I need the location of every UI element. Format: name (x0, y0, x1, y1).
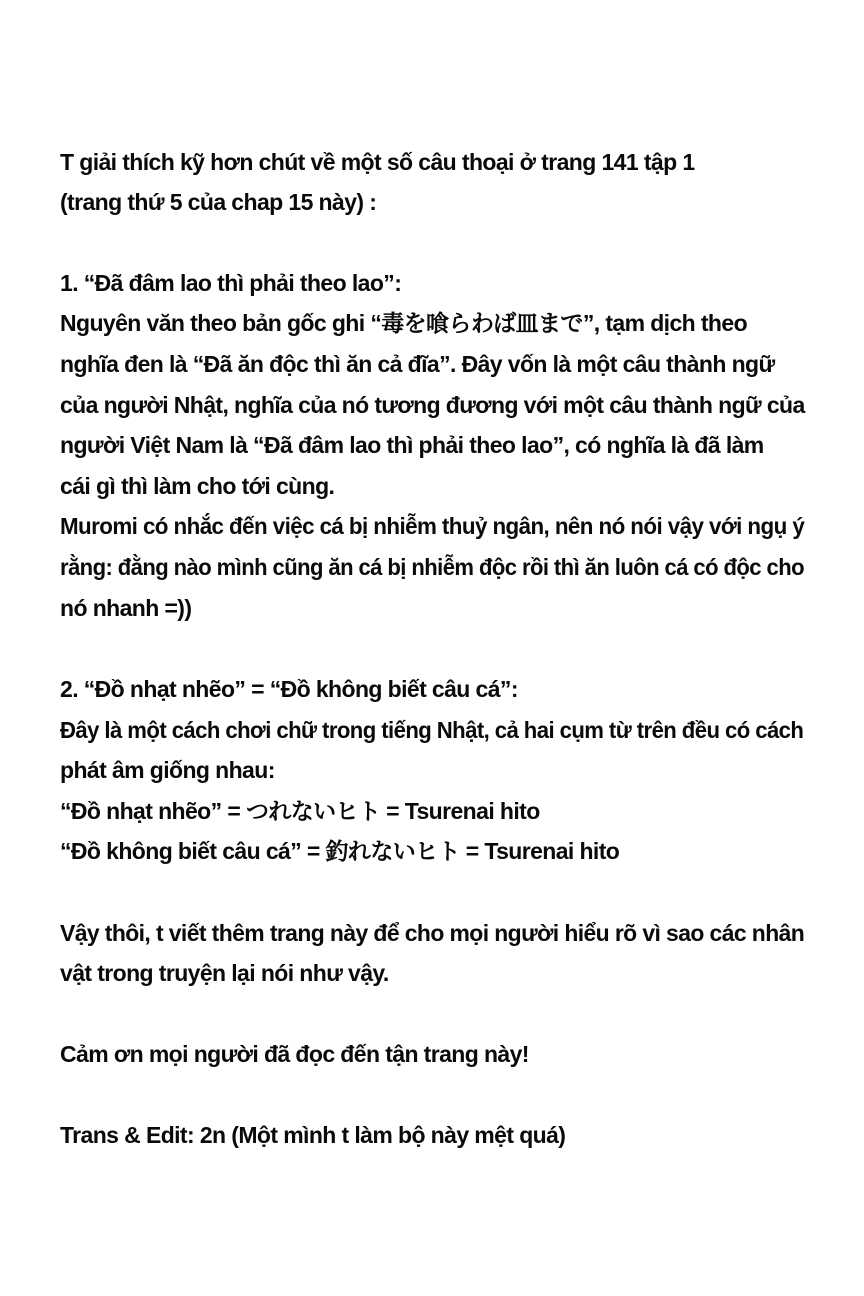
section-2-line-1: Đây là một cách chơi chữ trong tiếng Nhật, cả hai cụm từ trên đều có cách (60, 717, 804, 743)
closing-line-2: vật trong truyện lại nói như vậy. (60, 960, 389, 986)
intro-line-2: (trang thứ 5 của chap 15 này) : (60, 189, 377, 215)
credit-line: Trans & Edit: 2n (Một mình t làm bộ này mệt quá) (60, 1122, 566, 1148)
section-1-line-5: cái gì thì làm cho tới cùng. (60, 473, 335, 499)
section-1-line-8: nó nhanh =)) (60, 595, 192, 621)
section-2-line-2: phát âm giống nhau: (60, 757, 275, 783)
section-1-line-6: Muromi có nhắc đến việc cá bị nhiễm thuỷ ngân, nên nó nói vậy với ngụ ý (60, 513, 805, 539)
closing-line-1: Vậy thôi, t viết thêm trang này để cho mọi người hiểu rõ vì sao các nhân (60, 920, 805, 946)
section-1-line-3: của người Nhật, nghĩa của nó tương đương với một câu thành ngữ của (60, 392, 805, 418)
section-1-heading: 1. “Đã đâm lao thì phải theo lao”: (60, 270, 402, 296)
thanks-line: Cảm ơn mọi người đã đọc đến tận trang này! (60, 1041, 529, 1067)
section-2-pun-line-1: “Đồ nhạt nhẽo” = つれないヒト = Tsurenai hito (60, 798, 540, 824)
section-1-line-1: Nguyên văn theo bản gốc ghi “毒を喰らわば皿まで”, tạm dịch theo (60, 310, 748, 336)
intro-line-1: T giải thích kỹ hơn chút về một số câu thoại ở trang 141 tập 1 (60, 149, 695, 175)
section-2-pun-line-2: “Đồ không biết câu cá” = 釣れないヒト = Tsurenai hito (60, 838, 620, 864)
section-1-line-4: người Việt Nam là “Đã đâm lao thì phải theo lao”, có nghĩa là đã làm (60, 432, 764, 458)
section-2-heading: 2. “Đồ nhạt nhẽo” = “Đồ không biết câu cá”: (60, 676, 518, 702)
section-1-line-2: nghĩa đen là “Đã ăn độc thì ăn cả đĩa”. Đây vốn là một câu thành ngữ (60, 351, 775, 377)
section-1-line-7: rằng: đằng nào mình cũng ăn cá bị nhiễm độc rồi thì ăn luôn cá có độc cho (60, 554, 804, 580)
